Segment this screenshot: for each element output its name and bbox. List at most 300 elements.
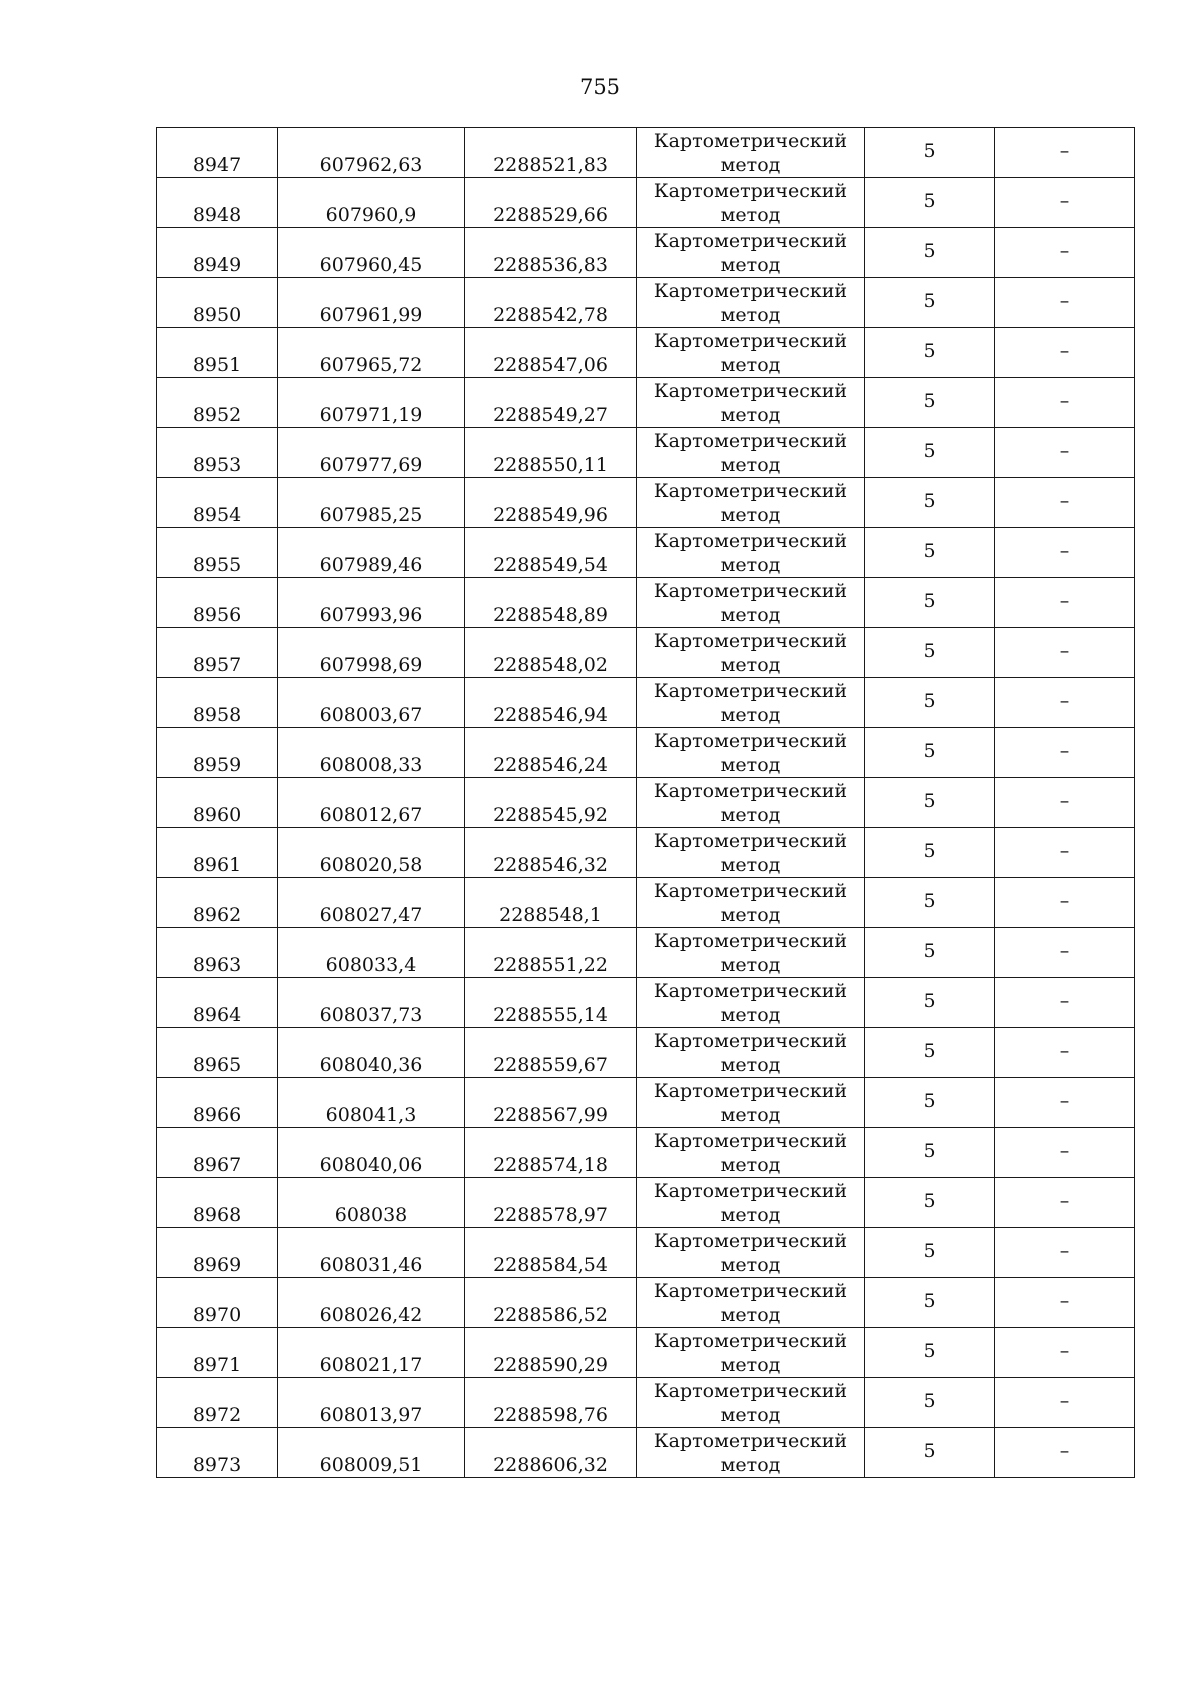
point-number-cell: [157, 728, 278, 778]
point-number-cell-text: 8956: [192, 604, 242, 626]
accuracy-cell-text: 5: [923, 689, 936, 712]
description-cell-text: –: [1059, 1339, 1070, 1362]
coordinate-y-cell-text: 2288550,11: [493, 454, 608, 476]
method-line-2: метод: [720, 553, 781, 576]
table-row: [157, 328, 1135, 378]
coordinate-x-cell-text: 608012,67: [319, 804, 423, 826]
point-number-cell-text: 8971: [192, 1354, 242, 1376]
coordinate-y-cell: [465, 1228, 637, 1278]
coordinate-x-cell-text: 608033,4: [325, 954, 417, 976]
method-cell: [637, 1228, 865, 1278]
point-number-cell: [157, 428, 278, 478]
table-row: [157, 1428, 1135, 1478]
coordinate-x-cell-text: 608020,58: [319, 854, 423, 876]
method-line-1: Картометрический: [653, 629, 848, 652]
coordinate-x-cell: [278, 1328, 465, 1378]
method-cell: [637, 428, 865, 478]
coordinate-x-cell-text: 607998,69: [319, 654, 423, 676]
method-cell: [637, 1078, 865, 1128]
coordinate-y-cell: [465, 578, 637, 628]
method-line-1: Картометрический: [653, 829, 848, 852]
coordinate-x-cell-text: 607961,99: [319, 304, 423, 326]
coordinate-y-cell: [465, 678, 637, 728]
coordinate-y-cell-text: 2288546,32: [493, 854, 608, 876]
coordinate-y-cell: [465, 1078, 637, 1128]
table-row: [157, 678, 1135, 728]
description-cell: [995, 578, 1135, 628]
method-line-2: метод: [720, 953, 781, 976]
description-cell-text: –: [1059, 939, 1070, 962]
accuracy-cell-text: 5: [923, 439, 936, 462]
point-number-cell-text: 8955: [192, 554, 242, 576]
coordinate-x-cell: [278, 1378, 465, 1428]
coordinate-y-cell-text: 2288548,02: [493, 654, 608, 676]
accuracy-cell-text: 5: [923, 539, 936, 562]
table-row: [157, 1078, 1135, 1128]
description-cell-text: –: [1059, 1239, 1070, 1262]
method-line-2: метод: [720, 853, 781, 876]
coordinate-y-cell: [465, 528, 637, 578]
method-cell: [637, 828, 865, 878]
coordinate-x-cell: [278, 678, 465, 728]
description-cell-text: –: [1059, 439, 1070, 462]
description-cell-text: –: [1059, 339, 1070, 362]
coordinate-y-cell-text: 2288547,06: [493, 354, 608, 376]
method-line-2: метод: [720, 1053, 781, 1076]
method-line-1: Картометрический: [653, 1179, 848, 1202]
description-cell: [995, 428, 1135, 478]
accuracy-cell: [865, 1428, 995, 1478]
accuracy-cell: [865, 278, 995, 328]
method-line-2: метод: [720, 1153, 781, 1176]
coordinate-y-cell-text: 2288536,83: [493, 254, 608, 276]
method-line-2: метод: [720, 903, 781, 926]
point-number-cell: [157, 828, 278, 878]
point-number-cell-text: 8954: [192, 504, 242, 526]
description-cell: [995, 678, 1135, 728]
coordinate-y-cell: [465, 878, 637, 928]
coordinate-x-cell: [278, 1128, 465, 1178]
accuracy-cell-text: 5: [923, 639, 936, 662]
method-cell: [637, 978, 865, 1028]
coordinate-y-cell-text: 2288584,54: [493, 1254, 608, 1276]
point-number-cell-text: 8952: [192, 404, 242, 426]
accuracy-cell-text: 5: [923, 389, 936, 412]
coordinate-x-cell-text: 608026,42: [319, 1304, 423, 1326]
point-number-cell: [157, 1128, 278, 1178]
coordinate-x-cell: [278, 828, 465, 878]
method-line-2: метод: [720, 1103, 781, 1126]
description-cell-text: –: [1059, 839, 1070, 862]
accuracy-cell: [865, 328, 995, 378]
description-cell: [995, 228, 1135, 278]
method-line-2: метод: [720, 1303, 781, 1326]
point-number-cell-text: 8973: [192, 1454, 242, 1476]
description-cell-text: –: [1059, 689, 1070, 712]
method-line-2: метод: [720, 753, 781, 776]
description-cell-text: –: [1059, 739, 1070, 762]
table-row: [157, 428, 1135, 478]
coordinate-x-cell: [278, 228, 465, 278]
method-line-1: Картометрический: [653, 1329, 848, 1352]
method-line-2: метод: [720, 1403, 781, 1426]
coordinate-y-cell: [465, 178, 637, 228]
coordinate-y-cell: [465, 778, 637, 828]
coordinate-x-cell-text: 607960,45: [319, 254, 423, 276]
coordinate-x-cell-text: 607960,9: [325, 204, 417, 226]
method-line-1: Картометрический: [653, 579, 848, 602]
description-cell: [995, 378, 1135, 428]
description-cell-text: –: [1059, 539, 1070, 562]
point-number-cell: [157, 978, 278, 1028]
point-number-cell: [157, 328, 278, 378]
description-cell: [995, 1278, 1135, 1328]
coordinate-y-cell: [465, 1378, 637, 1428]
point-number-cell: [157, 378, 278, 428]
method-line-1: Картометрический: [653, 729, 848, 752]
coordinate-x-cell: [278, 278, 465, 328]
coordinate-x-cell: [278, 178, 465, 228]
coordinate-x-cell-text: 608038: [334, 1204, 408, 1226]
point-number-cell: [157, 578, 278, 628]
coordinate-y-cell-text: 2288529,66: [493, 204, 608, 226]
method-cell: [637, 628, 865, 678]
coordinate-x-cell-text: 607989,46: [319, 554, 423, 576]
method-line-1: Картометрический: [653, 1429, 848, 1452]
description-cell-text: –: [1059, 1389, 1070, 1412]
coordinate-y-cell-text: 2288549,27: [493, 404, 608, 426]
coordinate-x-cell: [278, 528, 465, 578]
table-row: [157, 978, 1135, 1028]
method-line-1: Картометрический: [653, 779, 848, 802]
method-cell: [637, 378, 865, 428]
description-cell: [995, 528, 1135, 578]
table-row: [157, 1178, 1135, 1228]
point-number-cell: [157, 1328, 278, 1378]
method-cell: [637, 1328, 865, 1378]
table-row: [157, 1378, 1135, 1428]
description-cell: [995, 878, 1135, 928]
point-number-cell-text: 8961: [192, 854, 242, 876]
coordinate-y-cell-text: 2288546,94: [493, 704, 608, 726]
method-line-1: Картометрический: [653, 329, 848, 352]
coordinate-y-cell-text: 2288545,92: [493, 804, 608, 826]
method-cell: [637, 1178, 865, 1228]
method-line-1: Картометрический: [653, 379, 848, 402]
description-cell-text: –: [1059, 1289, 1070, 1312]
description-cell: [995, 828, 1135, 878]
description-cell-text: –: [1059, 389, 1070, 412]
method-line-1: Картометрический: [653, 1279, 848, 1302]
coordinate-x-cell: [278, 878, 465, 928]
coordinate-x-cell: [278, 1278, 465, 1328]
point-number-cell: [157, 778, 278, 828]
point-number-cell: [157, 1378, 278, 1428]
method-line-2: метод: [720, 653, 781, 676]
accuracy-cell: [865, 1278, 995, 1328]
coordinate-y-cell: [465, 1428, 637, 1478]
description-cell: [995, 178, 1135, 228]
method-cell: [637, 278, 865, 328]
description-cell: [995, 278, 1135, 328]
page-number: 755: [579, 75, 621, 99]
description-cell: [995, 778, 1135, 828]
coordinate-x-cell-text: 608008,33: [319, 754, 423, 776]
coordinate-x-cell: [278, 478, 465, 528]
point-number-cell-text: 8963: [192, 954, 242, 976]
accuracy-cell: [865, 528, 995, 578]
coordinate-y-cell: [465, 928, 637, 978]
point-number-cell-text: 8965: [192, 1054, 242, 1076]
description-cell-text: –: [1059, 1439, 1070, 1462]
description-cell-text: –: [1059, 289, 1070, 312]
coordinate-x-cell: [278, 1078, 465, 1128]
accuracy-cell: [865, 828, 995, 878]
coordinate-y-cell: [465, 1128, 637, 1178]
method-cell: [637, 578, 865, 628]
coordinates-table: [156, 127, 1135, 1478]
method-line-2: метод: [720, 253, 781, 276]
accuracy-cell: [865, 378, 995, 428]
accuracy-cell-text: 5: [923, 339, 936, 362]
accuracy-cell-text: 5: [923, 1239, 936, 1262]
method-line-1: Картометрический: [653, 979, 848, 1002]
accuracy-cell: [865, 1028, 995, 1078]
point-number-cell-text: 8953: [192, 454, 242, 476]
coordinate-y-cell: [465, 478, 637, 528]
point-number-cell: [157, 278, 278, 328]
description-cell: [995, 478, 1135, 528]
coordinate-x-cell-text: 607962,63: [319, 154, 423, 176]
coordinate-x-cell-text: 608031,46: [319, 1254, 423, 1276]
accuracy-cell: [865, 178, 995, 228]
point-number-cell: [157, 1178, 278, 1228]
point-number-cell: [157, 1078, 278, 1128]
coordinate-y-cell-text: 2288559,67: [493, 1054, 608, 1076]
coordinate-y-cell-text: 2288567,99: [493, 1104, 608, 1126]
accuracy-cell-text: 5: [923, 1139, 936, 1162]
coordinate-x-cell-text: 608040,36: [319, 1054, 423, 1076]
coordinate-x-cell: [278, 378, 465, 428]
point-number-cell-text: 8949: [192, 254, 242, 276]
coordinate-y-cell: [465, 428, 637, 478]
method-line-2: метод: [720, 1253, 781, 1276]
method-line-2: метод: [720, 403, 781, 426]
coordinate-y-cell: [465, 1178, 637, 1228]
accuracy-cell-text: 5: [923, 489, 936, 512]
accuracy-cell-text: 5: [923, 889, 936, 912]
table-row: [157, 1328, 1135, 1378]
method-cell: [637, 678, 865, 728]
description-cell: [995, 628, 1135, 678]
coordinate-x-cell-text: 608041,3: [325, 1104, 417, 1126]
description-cell: [995, 128, 1135, 178]
description-cell-text: –: [1059, 589, 1070, 612]
method-line-2: метод: [720, 1353, 781, 1376]
accuracy-cell: [865, 978, 995, 1028]
description-cell: [995, 1128, 1135, 1178]
method-cell: [637, 878, 865, 928]
point-number-cell-text: 8951: [192, 354, 242, 376]
coordinate-y-cell-text: 2288555,14: [493, 1004, 608, 1026]
point-number-cell: [157, 628, 278, 678]
point-number-cell: [157, 478, 278, 528]
coordinate-y-cell: [465, 1278, 637, 1328]
point-number-cell: [157, 1228, 278, 1278]
method-cell: [637, 328, 865, 378]
method-line-2: метод: [720, 703, 781, 726]
method-line-1: Картометрический: [653, 429, 848, 452]
point-number-cell-text: 8948: [192, 204, 242, 226]
accuracy-cell: [865, 1228, 995, 1278]
method-cell: [637, 178, 865, 228]
accuracy-cell-text: 5: [923, 739, 936, 762]
method-cell: [637, 478, 865, 528]
accuracy-cell-text: 5: [923, 939, 936, 962]
coordinate-y-cell-text: 2288549,54: [493, 554, 608, 576]
coordinate-x-cell: [278, 1228, 465, 1278]
description-cell-text: –: [1059, 1039, 1070, 1062]
accuracy-cell: [865, 778, 995, 828]
table-row: [157, 378, 1135, 428]
description-cell: [995, 1078, 1135, 1128]
coordinate-y-cell: [465, 228, 637, 278]
table-row: [157, 728, 1135, 778]
coordinate-x-cell-text: 607977,69: [319, 454, 423, 476]
point-number-cell: [157, 678, 278, 728]
method-cell: [637, 1428, 865, 1478]
coordinate-x-cell: [278, 578, 465, 628]
coordinate-x-cell-text: 607965,72: [319, 354, 423, 376]
description-cell-text: –: [1059, 1089, 1070, 1112]
table-row: [157, 1028, 1135, 1078]
method-cell: [637, 1028, 865, 1078]
coordinate-x-cell-text: 608009,51: [319, 1454, 423, 1476]
table-row: [157, 228, 1135, 278]
table-row: [157, 278, 1135, 328]
accuracy-cell-text: 5: [923, 1039, 936, 1062]
coordinate-y-cell: [465, 628, 637, 678]
point-number-cell-text: 8969: [192, 1254, 242, 1276]
accuracy-cell-text: 5: [923, 589, 936, 612]
point-number-cell-text: 8957: [192, 654, 242, 676]
accuracy-cell-text: 5: [923, 1389, 936, 1412]
description-cell: [995, 728, 1135, 778]
table-row: [157, 1278, 1135, 1328]
coordinate-y-cell: [465, 378, 637, 428]
coordinate-y-cell: [465, 278, 637, 328]
coordinate-y-cell: [465, 828, 637, 878]
coordinate-x-cell: [278, 1178, 465, 1228]
point-number-cell: [157, 1278, 278, 1328]
point-number-cell-text: 8962: [192, 904, 242, 926]
method-line-1: Картометрический: [653, 929, 848, 952]
method-line-2: метод: [720, 303, 781, 326]
accuracy-cell-text: 5: [923, 289, 936, 312]
method-line-2: метод: [720, 1453, 781, 1476]
method-line-2: метод: [720, 803, 781, 826]
point-number-cell-text: 8966: [192, 1104, 242, 1126]
coordinate-y-cell-text: 2288606,32: [493, 1454, 608, 1476]
table-row: [157, 628, 1135, 678]
description-cell: [995, 928, 1135, 978]
description-cell-text: –: [1059, 639, 1070, 662]
description-cell-text: –: [1059, 489, 1070, 512]
method-line-1: Картометрический: [653, 529, 848, 552]
point-number-cell-text: 8967: [192, 1154, 242, 1176]
method-line-1: Картометрический: [653, 1079, 848, 1102]
description-cell-text: –: [1059, 989, 1070, 1012]
coordinate-x-cell: [278, 728, 465, 778]
coordinate-y-cell-text: 2288578,97: [493, 1204, 608, 1226]
table-row: [157, 128, 1135, 178]
point-number-cell: [157, 528, 278, 578]
accuracy-cell: [865, 228, 995, 278]
coordinate-x-cell-text: 608027,47: [319, 904, 423, 926]
table-row: [157, 178, 1135, 228]
coordinate-y-cell-text: 2288548,89: [493, 604, 608, 626]
coordinate-x-cell: [278, 778, 465, 828]
point-number-cell-text: 8947: [192, 154, 242, 176]
description-cell: [995, 1328, 1135, 1378]
method-cell: [637, 1378, 865, 1428]
accuracy-cell-text: 5: [923, 839, 936, 862]
coordinate-y-cell-text: 2288546,24: [493, 754, 608, 776]
accuracy-cell-text: 5: [923, 1089, 936, 1112]
accuracy-cell: [865, 1078, 995, 1128]
method-line-1: Картометрический: [653, 1229, 848, 1252]
table-row: [157, 828, 1135, 878]
coordinate-x-cell: [278, 1028, 465, 1078]
coordinate-x-cell-text: 608003,67: [319, 704, 423, 726]
coordinate-x-cell-text: 607985,25: [319, 504, 423, 526]
coordinate-x-cell: [278, 428, 465, 478]
accuracy-cell: [865, 928, 995, 978]
coordinate-x-cell-text: 607993,96: [319, 604, 423, 626]
point-number-cell-text: 8972: [192, 1404, 242, 1426]
accuracy-cell: [865, 1178, 995, 1228]
method-line-2: метод: [720, 203, 781, 226]
coordinate-y-cell: [465, 728, 637, 778]
method-line-1: Картометрический: [653, 179, 848, 202]
point-number-cell-text: 8959: [192, 754, 242, 776]
accuracy-cell: [865, 428, 995, 478]
method-line-1: Картометрический: [653, 679, 848, 702]
coordinate-y-cell: [465, 328, 637, 378]
point-number-cell: [157, 128, 278, 178]
coordinate-y-cell-text: 2288521,83: [493, 154, 608, 176]
accuracy-cell: [865, 678, 995, 728]
table-row: [157, 928, 1135, 978]
coordinate-x-cell-text: 608040,06: [319, 1154, 423, 1176]
method-line-1: Картометрический: [653, 229, 848, 252]
description-cell: [995, 1378, 1135, 1428]
accuracy-cell-text: 5: [923, 139, 936, 162]
method-line-1: Картометрический: [653, 1379, 848, 1402]
method-line-1: Картометрический: [653, 1029, 848, 1052]
coordinate-y-cell-text: 2288590,29: [493, 1354, 608, 1376]
coordinate-x-cell: [278, 628, 465, 678]
description-cell: [995, 1028, 1135, 1078]
method-line-2: метод: [720, 353, 781, 376]
point-number-cell-text: 8950: [192, 304, 242, 326]
coordinate-x-cell: [278, 328, 465, 378]
accuracy-cell: [865, 728, 995, 778]
coordinate-y-cell-text: 2288551,22: [493, 954, 608, 976]
accuracy-cell: [865, 478, 995, 528]
method-cell: [637, 1278, 865, 1328]
table-row: [157, 778, 1135, 828]
